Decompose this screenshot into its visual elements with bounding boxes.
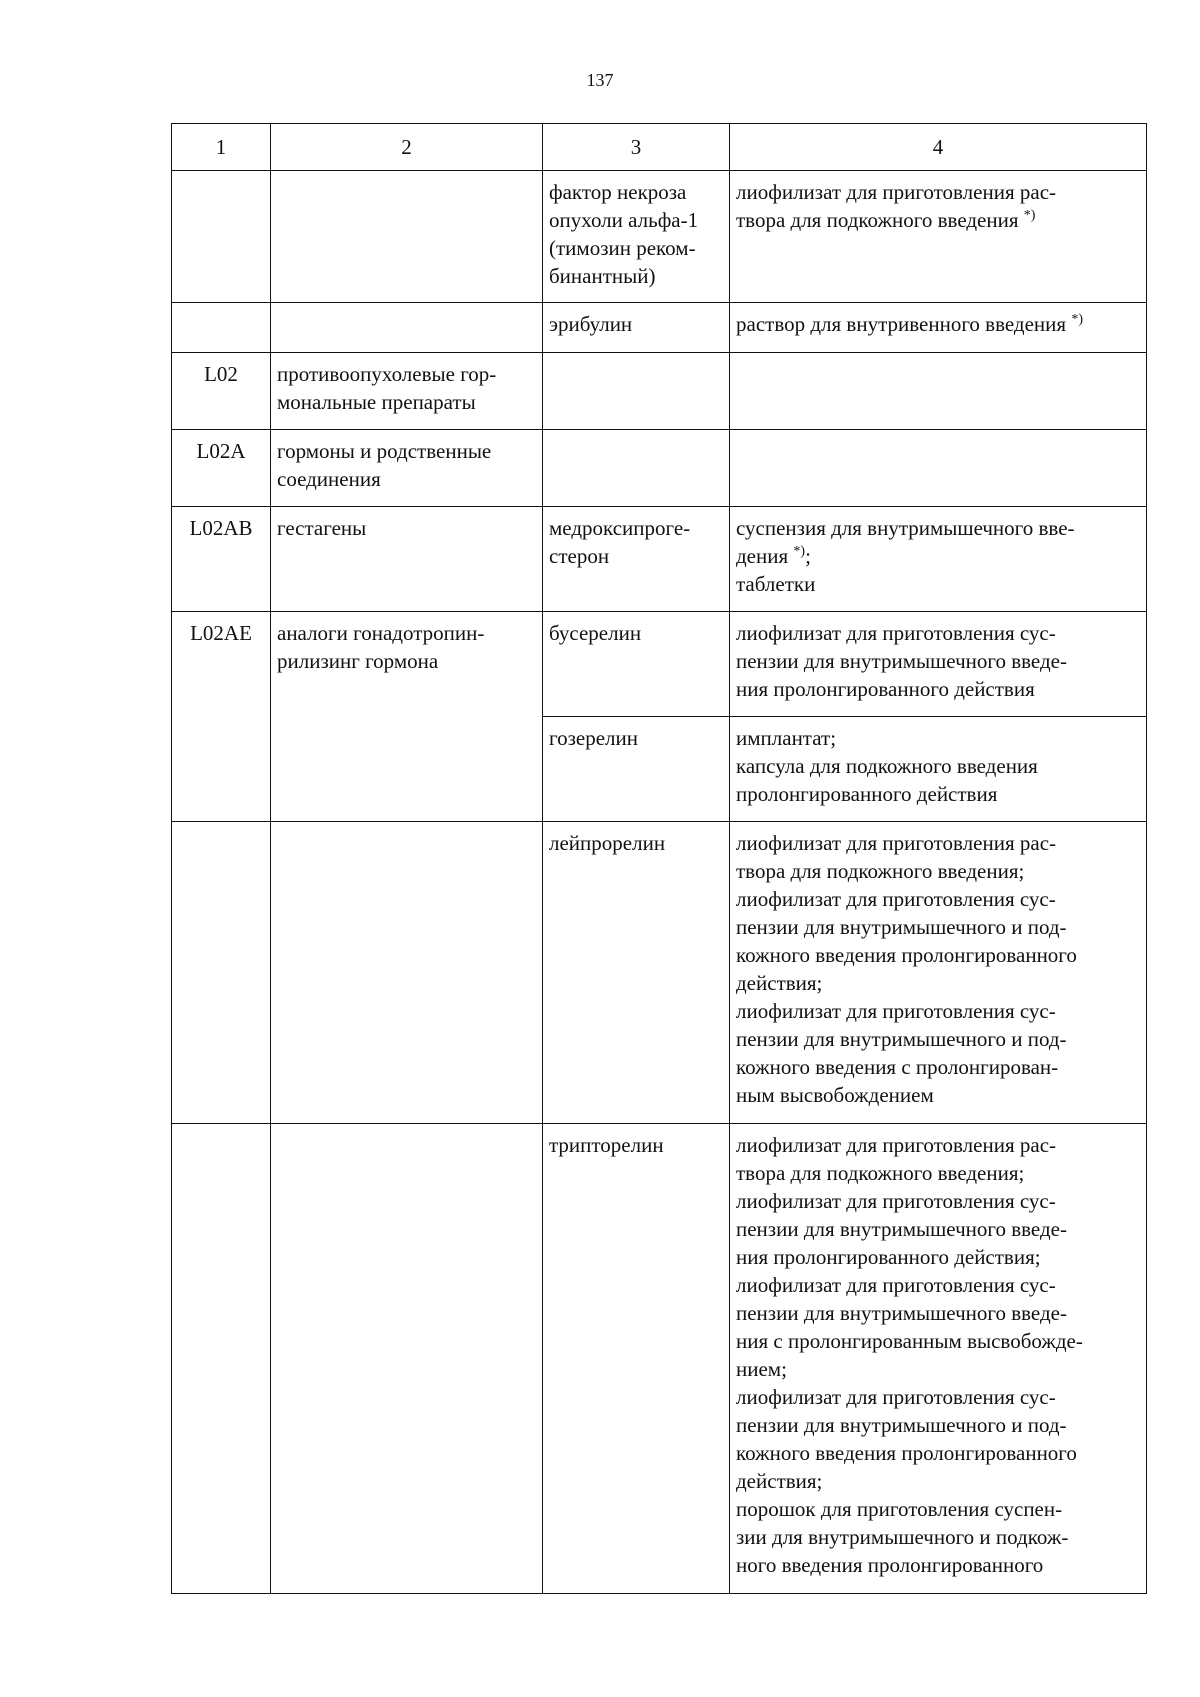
atc-group-line: гестагены (277, 516, 367, 540)
dosage-form-cell (730, 353, 1147, 430)
atc-code-cell: L02AE (172, 612, 271, 822)
atc-code-cell (172, 171, 271, 303)
dosage-form-line: ния пролонгированного действия; (736, 1245, 1041, 1269)
atc-group-cell (271, 430, 543, 507)
table-row (172, 303, 1147, 353)
column-header-1: 1 (172, 124, 271, 171)
atc-group-cell (271, 822, 543, 1124)
drug-name-line: опухоли альфа-1 (549, 208, 699, 232)
atc-code-cell: L02AB (172, 507, 271, 612)
atc-group-line: противоопухолевые гор- (277, 362, 497, 386)
dosage-form-line: пензии для внутримышечного введе- (736, 1217, 1067, 1241)
drug-name-line: лейпрорелин (549, 831, 666, 855)
dosage-form-line: пензии для внутримышечного и под- (736, 1413, 1067, 1437)
dosage-form-cell (730, 612, 1147, 717)
dosage-form-line: твора для подкожного введения *) (736, 208, 1036, 232)
dosage-form-line: лиофилизат для приготовления рас- (736, 180, 1057, 204)
dosage-form-line: пензии для внутримышечного и под- (736, 915, 1067, 939)
dosage-form-line: таблетки (736, 572, 816, 596)
dosage-form-line: лиофилизат для приготовления сус- (736, 1273, 1056, 1297)
dosage-form-line: лиофилизат для приготовления сус- (736, 999, 1056, 1023)
dosage-form-line: имплантат; (736, 726, 837, 750)
dosage-form-line: кожного введения пролонгированного (736, 1441, 1077, 1465)
dosage-form-line: действия; (736, 1469, 823, 1493)
dosage-form-line: кожного введения с пролонгирован- (736, 1055, 1059, 1079)
dosage-form-line: пензии для внутримышечного и под- (736, 1027, 1067, 1051)
drug-name-line: трипторелин (549, 1133, 664, 1157)
drug-name-cell (543, 430, 730, 507)
atc-group-cell (271, 353, 543, 430)
atc-group-line: мональные препараты (277, 390, 476, 414)
atc-group-cell (271, 612, 543, 822)
atc-group-line: рилизинг гормона (277, 649, 439, 673)
atc-code-cell: L02A (172, 430, 271, 507)
table-header-row (172, 124, 1147, 171)
table-row (172, 171, 1147, 303)
dosage-form-line: твора для подкожного введения; (736, 1161, 1025, 1185)
dosage-form-line: капсула для подкожного введения (736, 754, 1038, 778)
dosage-form-line: ния с пролонгированным высвобожде- (736, 1329, 1083, 1353)
table-row (172, 353, 1147, 430)
dosage-form-line: действия; (736, 971, 823, 995)
atc-group-line: соединения (277, 467, 381, 491)
drug-name-cell (543, 822, 730, 1124)
dosage-form-line: дения *); (736, 544, 811, 568)
dosage-form-line: ным высвобождением (736, 1083, 934, 1107)
drug-name-cell (543, 507, 730, 612)
dosage-form-cell (730, 171, 1147, 303)
drug-name-line: эрибулин (549, 312, 633, 336)
dosage-form-cell (730, 1124, 1147, 1594)
drug-name-line: стерон (549, 544, 610, 568)
dosage-form-line: порошок для приготовления суспен- (736, 1497, 1063, 1521)
footnote-mark: *) (1071, 312, 1083, 327)
dosage-form-line: лиофилизат для приготовления рас- (736, 1133, 1057, 1157)
dosage-form-line: кожного введения пролонгированного (736, 943, 1077, 967)
table-row (172, 430, 1147, 507)
drug-name-line: фактор некроза (549, 180, 687, 204)
drug-name-line: бусерелин (549, 621, 642, 645)
dosage-form-line: суспензия для внутримышечного вве- (736, 516, 1075, 540)
column-header-3: 3 (543, 124, 730, 171)
atc-group-cell (271, 171, 543, 303)
table-row (172, 507, 1147, 612)
drug-name-cell (543, 171, 730, 303)
dosage-form-line: лиофилизат для приготовления сус- (736, 1189, 1056, 1213)
atc-group-line: гормоны и родственные (277, 439, 492, 463)
dosage-form-cell (730, 303, 1147, 353)
table-row (172, 1124, 1147, 1594)
atc-group-cell (271, 1124, 543, 1594)
column-header-2: 2 (271, 124, 543, 171)
column-header-4: 4 (730, 124, 1147, 171)
footnote-mark: *) (793, 544, 806, 559)
dosage-form-line: нием; (736, 1357, 787, 1381)
drug-name-cell (543, 612, 730, 717)
drug-name-line: гозерелин (549, 726, 638, 750)
drug-name-line: (тимозин реком- (549, 236, 696, 260)
dosage-form-line: пензии для внутримышечного введе- (736, 1301, 1067, 1325)
table-row (172, 822, 1147, 1124)
dosage-form-cell (730, 430, 1147, 507)
dosage-form-line: лиофилизат для приготовления сус- (736, 887, 1056, 911)
atc-code-cell: L02 (172, 353, 271, 430)
dosage-form-line: твора для подкожного введения; (736, 859, 1025, 883)
dosage-form-line: ного введения пролонгированного (736, 1553, 1044, 1577)
dosage-form-line: лиофилизат для приготовления сус- (736, 1385, 1056, 1409)
dosage-form-line: раствор для внутривенного введения *) (736, 312, 1083, 336)
dosage-form-cell (730, 507, 1147, 612)
page-number: 137 (586, 70, 614, 90)
atc-code-cell (172, 303, 271, 353)
drug-name-cell (543, 1124, 730, 1594)
footnote-mark: *) (1023, 208, 1036, 223)
drug-name-cell (543, 353, 730, 430)
drug-name-cell (543, 303, 730, 353)
dosage-form-line: лиофилизат для приготовления сус- (736, 621, 1056, 645)
atc-group-line: аналоги гонадотропин- (277, 621, 485, 645)
atc-group-cell (271, 507, 543, 612)
drug-name-cell (543, 717, 730, 822)
table-row (172, 612, 1147, 717)
dosage-form-line: пензии для внутримышечного введе- (736, 649, 1067, 673)
dosage-form-cell (730, 822, 1147, 1124)
dosage-form-line: ния пролонгированного действия (736, 677, 1035, 701)
drug-name-line: бинантный) (549, 264, 656, 288)
atc-code-cell (172, 1124, 271, 1594)
atc-code-cell (172, 822, 271, 1124)
dosage-form-cell (730, 717, 1147, 822)
drug-table (171, 123, 1147, 1594)
atc-group-cell (271, 303, 543, 353)
dosage-form-line: лиофилизат для приготовления рас- (736, 831, 1057, 855)
dosage-form-line: зии для внутримышечного и подкож- (736, 1525, 1069, 1549)
drug-name-line: медроксипроге- (549, 516, 691, 540)
dosage-form-line: пролонгированного действия (736, 782, 998, 806)
